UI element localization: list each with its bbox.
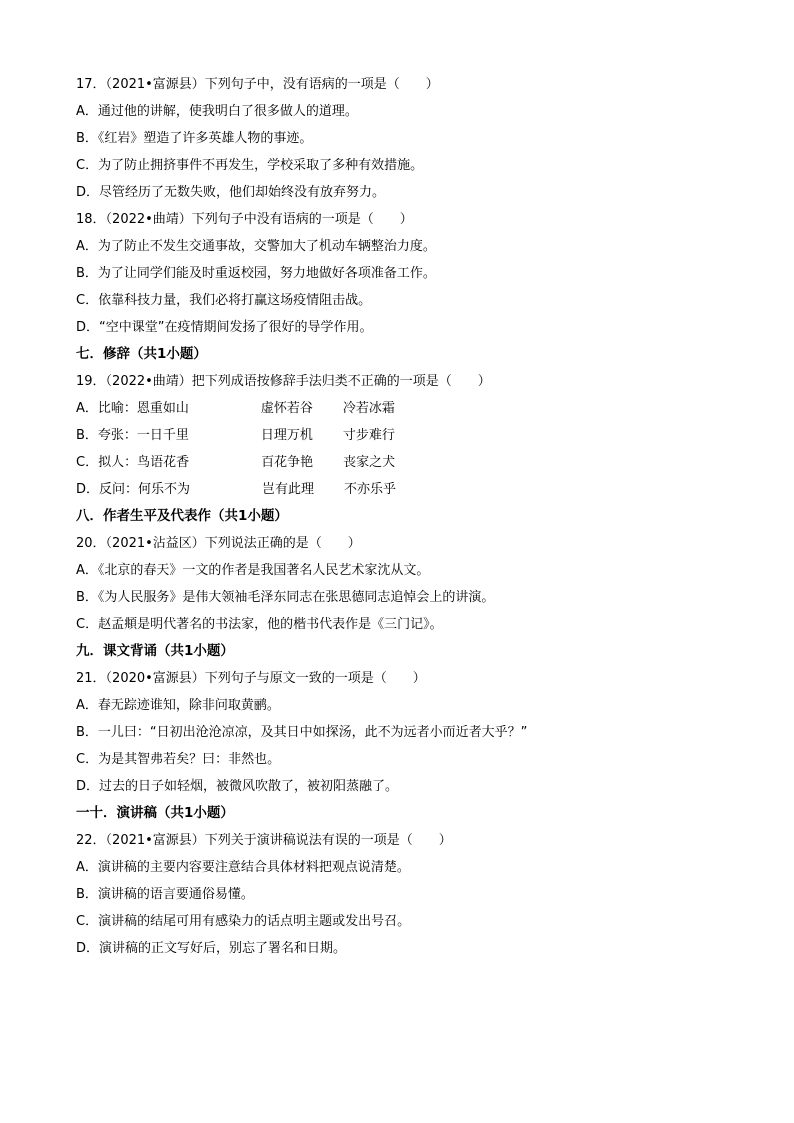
question-22-option-c: C．演讲稿的结尾可用有感染力的话点明主题或发出号召。	[76, 914, 411, 929]
question-20-option-c: C．赵孟頫是明代著名的书法家，他的楷书代表作是《三门记》。	[76, 617, 443, 632]
option-prefix: A．比喻：	[76, 401, 137, 416]
question-17-option-a: A．通过他的讲解，使我明白了很多做人的道理。	[76, 104, 358, 119]
option-prefix: D．反问：	[76, 482, 139, 497]
idiom: 不亦乐乎	[344, 482, 397, 497]
section-9-heading: 九．课文背诵（共1小题）	[76, 643, 234, 659]
question-18-option-c: C．依靠科技力量，我们必将打赢这场疫情阻击战。	[76, 293, 372, 308]
question-19-option-a	[76, 395, 736, 422]
idiom: 岂有此理	[262, 482, 315, 497]
question-21-option-a: A．春无踪迹谁知，除非问取黄鹂。	[76, 698, 280, 713]
question-17-option-b: B．《红岩》塑造了许多英雄人物的事迹。	[76, 131, 313, 146]
question-21-stem: 21．（2020•富源县）下列句子与原文一致的一项是（ ）	[76, 671, 426, 686]
question-19-stem: 19．（2022•曲靖）把下列成语按修辞手法归类不正确的一项是（ ）	[76, 374, 491, 389]
question-20-option-b: B．《为人民服务》是伟大领袖毛泽东同志在张思德同志追悼会上的讲演。	[76, 590, 495, 605]
question-21-option-b: B．一儿曰：“日初出沧沧凉凉，及其日中如探汤，此不为远者小而近者大乎？”	[76, 725, 528, 740]
idiom: 寸步难行	[342, 428, 395, 443]
question-22-option-a: A．演讲稿的主要内容要注意结合具体材料把观点说清楚。	[76, 860, 410, 875]
question-22-stem: 22．（2021•富源县）下列关于演讲稿说法有误的一项是（ ）	[76, 833, 452, 848]
question-20-stem: 20．（2021•沾益区）下列说法正确的是（ ）	[76, 536, 361, 551]
idiom: 何乐不为	[138, 482, 191, 497]
option-prefix: C．拟人：	[76, 455, 138, 470]
question-17-option-d: D．尽管经历了无数失败，他们却始终没有放弃努力。	[76, 185, 386, 200]
question-19-option-c	[76, 449, 736, 476]
question-18-option-a: A．为了防止不发生交通事故，交警加大了机动车辆整治力度。	[76, 239, 436, 254]
idiom: 冷若冰霜	[342, 401, 395, 416]
idiom: 百花争艳	[261, 455, 314, 470]
option-prefix: B．夸张：	[76, 428, 137, 443]
question-17-option-c: C．为了防止拥挤事件不再发生，学校采取了多种有效措施。	[76, 158, 424, 173]
question-18-option-d: D．“空中课堂”在疫情期间发扬了很好的导学作用。	[76, 320, 373, 335]
question-19-option-d	[76, 476, 736, 503]
section-7-heading: 七．修辞（共1小题）	[76, 346, 207, 362]
question-22-option-d: D．演讲稿的正文写好后，别忘了署名和日期。	[76, 941, 347, 956]
idiom: 恩重如山	[136, 401, 189, 416]
section-10-heading: 一十．演讲稿（共1小题）	[76, 805, 234, 821]
question-19-option-b	[76, 422, 736, 449]
question-18-option-b: B．为了让同学们能及时重返校园，努力地做好各项准备工作。	[76, 266, 436, 281]
exam-page	[76, 71, 736, 962]
idiom: 虚怀若谷	[260, 401, 313, 416]
question-20-option-a: A．《北京的春天》一文的作者是我国著名人民艺术家沈从文。	[76, 563, 430, 578]
question-22-option-b: B．演讲稿的语言要通俗易懂。	[76, 887, 254, 902]
question-21-option-d: D．过去的日子如轻烟，被微风吹散了，被初阳蒸融了。	[76, 779, 399, 794]
section-8-heading: 八．作者生平及代表作（共1小题）	[76, 508, 288, 524]
question-18-stem: 18．（2022•曲靖）下列句子中没有语病的一项是（ ）	[76, 212, 413, 227]
idiom: 一日千里	[136, 428, 189, 443]
idiom: 日理万机	[260, 428, 313, 443]
idiom: 丧家之犬	[343, 455, 396, 470]
question-21-option-c: C．为是其智弗若矣？曰：非然也。	[76, 752, 281, 767]
idiom: 鸟语花香	[137, 455, 190, 470]
question-17-stem: 17．（2021•富源县）下列句子中，没有语病的一项是（ ）	[76, 77, 439, 92]
